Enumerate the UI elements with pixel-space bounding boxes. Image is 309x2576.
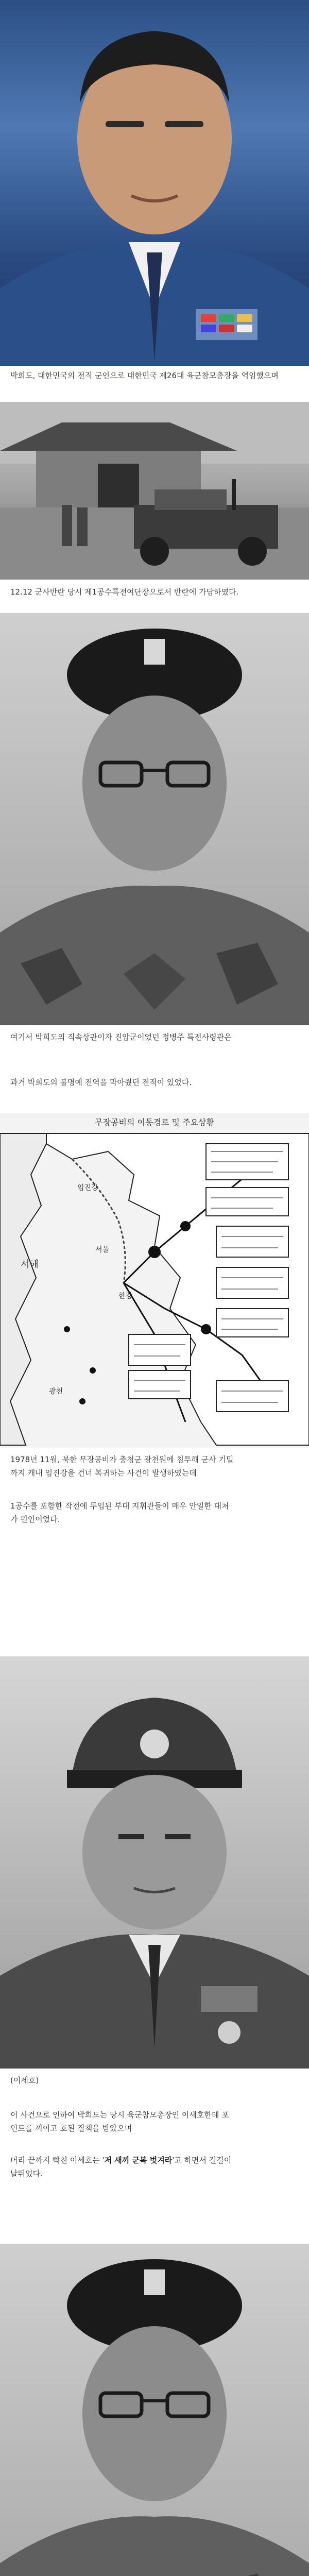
map-label-west-sea: 서해 bbox=[21, 1259, 39, 1270]
officer-photo-1 bbox=[0, 613, 309, 1025]
officer-beret-illustration-2 bbox=[0, 2244, 309, 2576]
portrait-photo-1 bbox=[0, 0, 309, 366]
route-map-illustration bbox=[0, 1113, 309, 1448]
caption-4c: 1공수를 포함한 작전에 투입된 부대 지휘관들이 매우 안일한 대처 bbox=[10, 1501, 229, 1511]
caption-6c: 머리 끝까지 빡친 이세호는 '저 새끼 군복 벗겨라'고 하면서 길길이 bbox=[10, 2156, 232, 2165]
jeep-gate-illustration bbox=[0, 402, 309, 580]
caption-6a: 이 사건으로 인하여 박희도는 당시 육군참모총장인 이세호한테 포 bbox=[10, 2110, 229, 2120]
officer-cap-illustration bbox=[0, 1656, 309, 2069]
map-label-han: 한강 bbox=[118, 1292, 133, 1300]
infiltration-map bbox=[0, 1113, 309, 1448]
caption-4b: 까지 캐내 임진강을 건너 복귀하는 사건이 발생하였는데 bbox=[10, 1468, 197, 1478]
map-title: 무장공비의 이동경로 및 주요상황 bbox=[95, 1117, 214, 1127]
caption-5: (이세호) bbox=[10, 2076, 39, 2085]
caption-3b: 과거 박희도의 불명예 전역을 막아줬던 전적이 있었다. bbox=[10, 1078, 192, 1087]
portrait-photo-2 bbox=[0, 1656, 309, 2069]
map-label-imjin: 임진강 bbox=[77, 1184, 98, 1192]
caption-6d: 날뛰었다. bbox=[10, 2169, 43, 2178]
caption-3a: 여기서 박희도의 직속상관이자 진압군이었던 정병주 특전사령관은 bbox=[10, 1032, 232, 1042]
general-portrait-illustration bbox=[0, 0, 309, 366]
map-label-gwangcheon: 광천 bbox=[49, 1387, 63, 1396]
caption-4d: 가 원인이었다. bbox=[10, 1515, 60, 1524]
caption-2: 12.12 군사반란 당시 제1공수특전여단장으로서 반란에 가담하였다. bbox=[10, 587, 239, 597]
caption-4a: 1978년 11월, 북한 무장공비가 충청군 광천원에 침투해 군사 기밀 bbox=[10, 1455, 234, 1464]
caption-1: 박희도, 대한민국의 전직 군인으로 대한민국 제26대 육군참모총장을 역임했으며 bbox=[10, 371, 279, 380]
officer-photo-2 bbox=[0, 2244, 309, 2576]
caption-6b: 인트를 끼이고 호된 질책을 받았으며 bbox=[10, 2124, 132, 2133]
officer-beret-illustration bbox=[0, 613, 309, 1025]
map-label-seoul: 서울 bbox=[95, 1246, 110, 1254]
jeep-photo-1 bbox=[0, 402, 309, 580]
